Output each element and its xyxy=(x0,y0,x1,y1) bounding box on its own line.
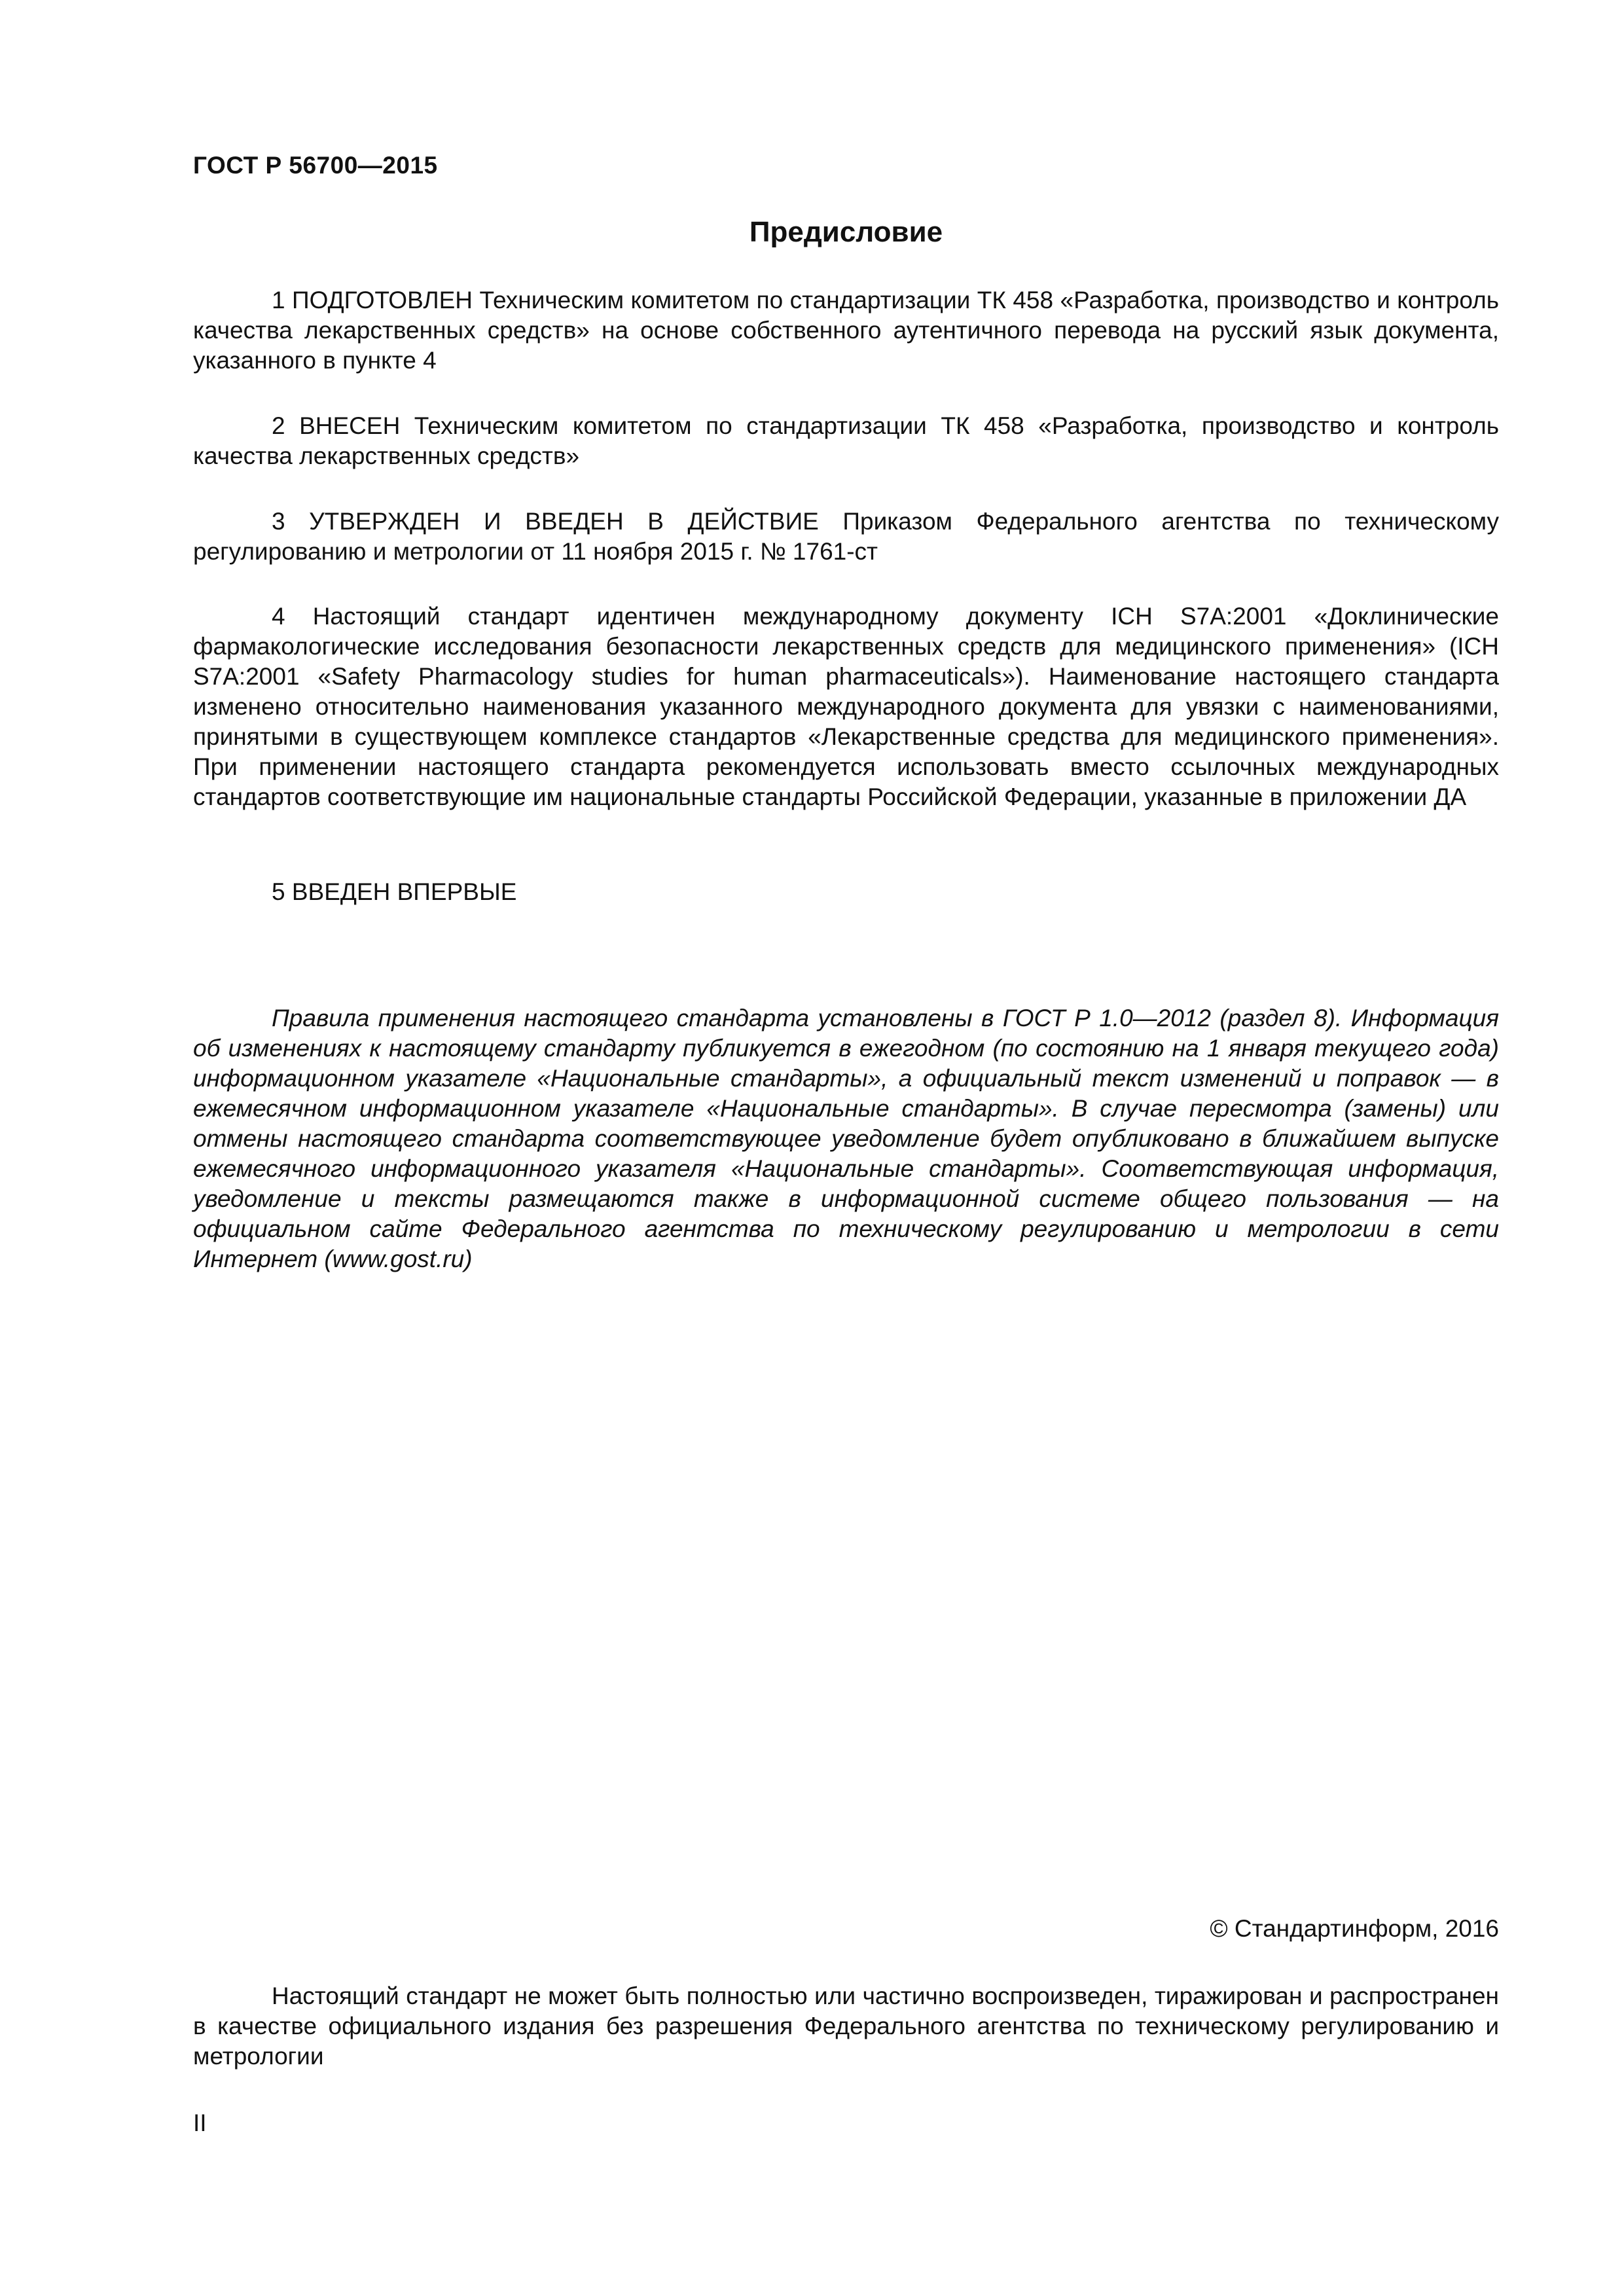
foreword-item-text: 4 Настоящий стандарт идентичен международному документу ICH S7A:2001 «Доклинические фармакологические исследования безопасности лекарственных средств для медицинского применения» (ICH S7A:2001 «Safety Pharmacology studies for human pharmaceuticals»). Наименование настоящего стандарта изменено относительно наименования указанного международного документа для увязки с наименованиями, принятыми в существующем комплексе стандартов «Лекарственные средства для медицинского применения». При применении настоящего стандарта рекомендуется использовать вместо ссылочных международных стандартов соответствующие им национальные стандарты Российской Федерации, указанные в приложении ДА xyxy=(193,603,1499,810)
page-title: Предисловие xyxy=(749,216,943,248)
foreword-item-1 xyxy=(193,285,1499,376)
page-number: II xyxy=(193,2109,207,2136)
foreword-item-text: 1 ПОДГОТОВЛЕН Техническим комитетом по стандартизации ТК 458 «Разработка, производство и контроль качества лекарственных средств» на основе собственного аутентичного перевода на русский язык документа, указанного в пункте 4 xyxy=(193,287,1499,374)
foreword-item-text: 5 ВВЕДЕН ВПЕРВЫЕ xyxy=(272,878,517,905)
application-rules-notice: Правила применения настоящего стандарта установлены в ГОСТ Р 1.0—2012 (раздел 8). Информация об изменениях к настоящему стандарту публикуется в ежегодном (по состоянию на 1 января текущего года) информационном указателе «Национальные стандарты», а официальный текст изменений и поправок — в ежемесячном информационном указателе «Национальные стандарты». В случае пересмотра (замены) или отмены настоящего стандарта соответствующее уведомление будет опубликовано в ближайшем выпуске ежемесячного информационного указателя «Национальные стандарты». Соответствующая информация, уведомление и тексты размещаются также в информационной системе общего пользования — на официальном сайте Федерального агентства по техническому регулированию и метрологии в сети Интернет (www.gost.ru) xyxy=(193,1005,1499,1272)
copyright-line: © Стандартинформ, 2016 xyxy=(1210,1915,1499,1942)
foreword-item-2 xyxy=(193,411,1499,471)
reproduction-notice: Настоящий стандарт не может быть полностью или частично воспроизведен, тиражирован и распространен в качестве официального издания без разрешения Федерального агентства по техническому регулированию и метрологии xyxy=(193,1982,1499,2070)
foreword-item-3 xyxy=(193,507,1499,567)
foreword-item-text: 2 ВНЕСЕН Техническим комитетом по стандартизации ТК 458 «Разработка, производство и контроль качества лекарственных средств» xyxy=(193,412,1499,469)
foreword-item-4 xyxy=(193,601,1499,812)
foreword-item-text: 3 УТВЕРЖДЕН И ВВЕДЕН В ДЕЙСТВИЕ Приказом Федерального агентства по техническому регулированию и метрологии от 11 ноября 2015 г. № 1761-ст xyxy=(193,508,1499,565)
document-code: ГОСТ Р 56700—2015 xyxy=(193,152,438,179)
foreword-item-5 xyxy=(193,877,1499,907)
